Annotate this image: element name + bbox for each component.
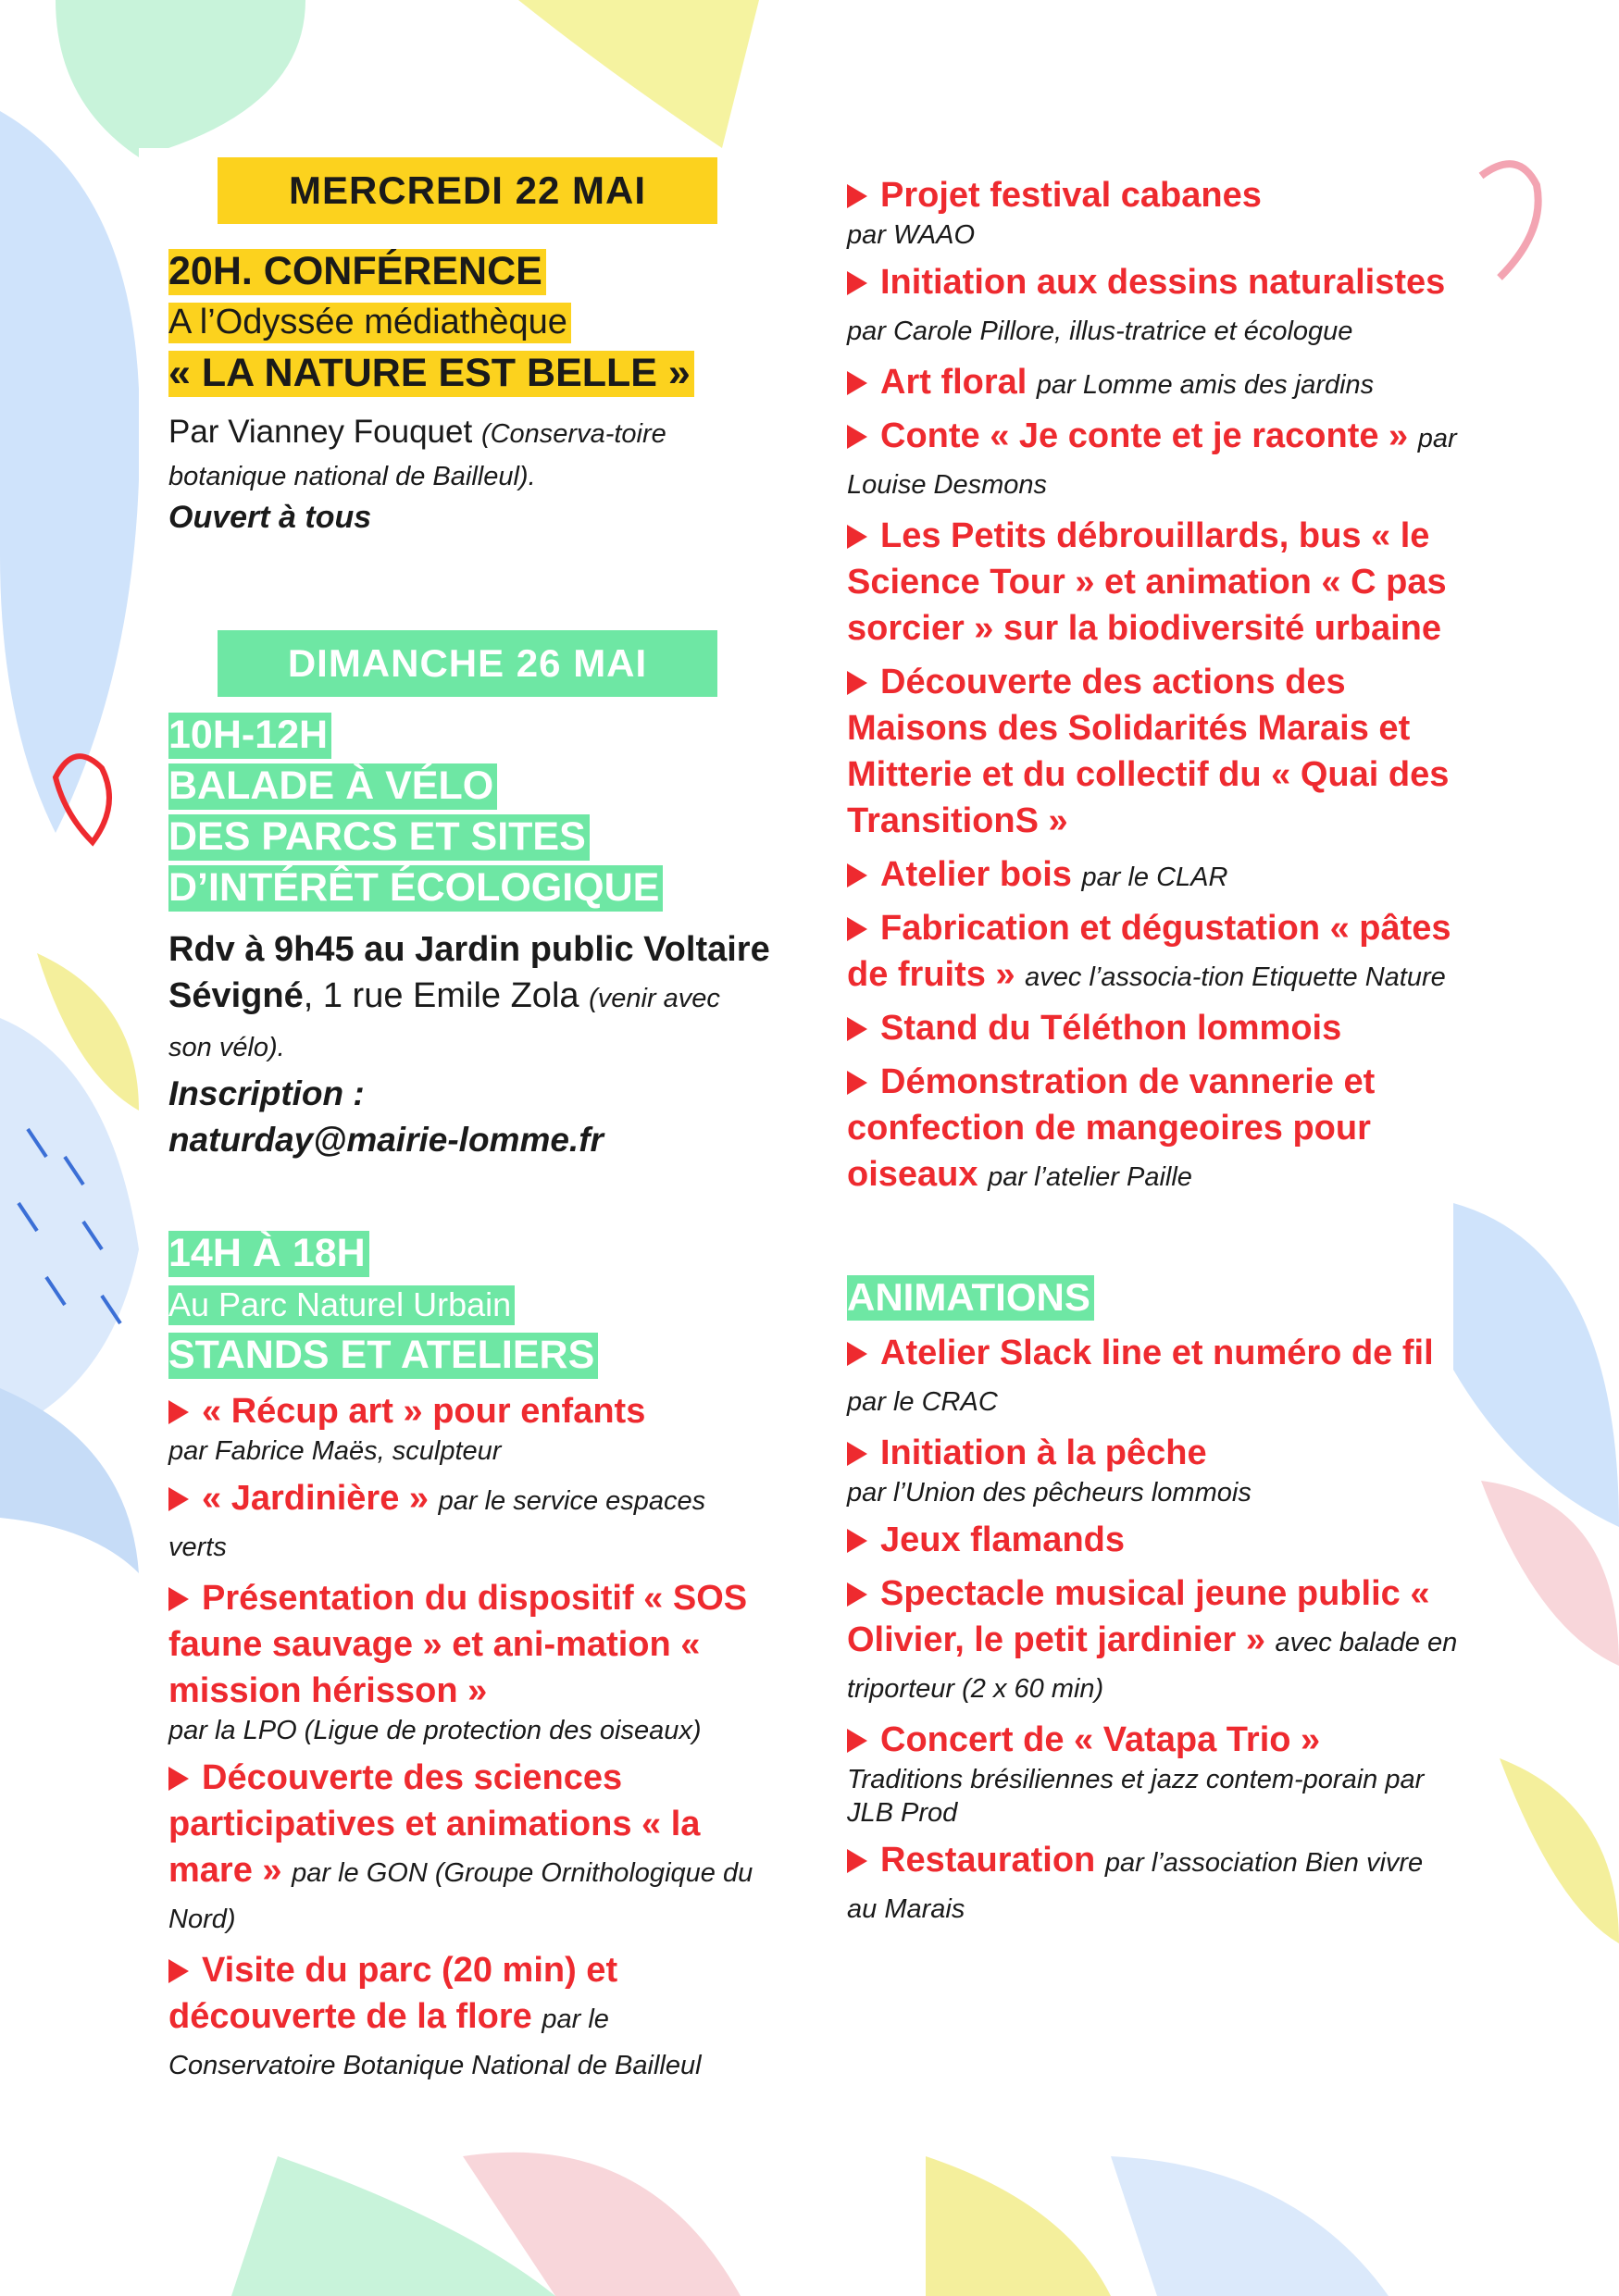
list-item: Projet festival cabanes par WAAO xyxy=(847,176,1262,250)
triangle-bullet-icon xyxy=(847,1017,867,1041)
list-item: Atelier bois par le CLAR xyxy=(847,851,1458,898)
list-item: « Jardinière » par le service espaces verts xyxy=(168,1479,706,1562)
triangle-bullet-icon xyxy=(847,425,867,449)
ride-time: 10H-12H xyxy=(168,710,770,761)
left-column xyxy=(168,157,770,2086)
list-item: Découverte des actions des Maisons des Solidarités Marais et Mitterie et du collectif du « Quai des TransitionS » xyxy=(847,663,1450,840)
triangle-bullet-icon xyxy=(847,1342,867,1366)
triangle-bullet-icon xyxy=(168,1400,189,1424)
stands-time: 14H À 18H xyxy=(168,1228,770,1279)
heart-right xyxy=(1481,164,1538,278)
ride-title-line3: D’INTÉRÊT ÉCOLOGIQUE xyxy=(168,863,770,913)
list-item: Atelier Slack line et numéro de fil par le CRAC xyxy=(847,1334,1434,1417)
left-item-list xyxy=(168,1388,770,2086)
list-item: « Récup art » pour enfants par Fabrice Maës, sculpteur xyxy=(168,1392,646,1466)
sunday-banner: DIMANCHE 26 MAI xyxy=(218,630,717,697)
triangle-bullet-icon xyxy=(847,525,867,549)
conference-open: Ouvert à tous xyxy=(168,500,372,535)
list-item: Découverte des sciences participatives et animations « la mare » par le GON (Groupe Ornithologique du Nord) xyxy=(168,1758,753,1934)
blue-leaf-left-3 xyxy=(0,1388,139,1573)
right-item-list xyxy=(847,172,1458,1198)
triangle-bullet-icon xyxy=(847,1529,867,1553)
triangle-bullet-icon xyxy=(847,1071,867,1095)
triangle-bullet-icon xyxy=(168,1959,189,1983)
triangle-bullet-icon xyxy=(847,1849,867,1873)
triangle-bullet-icon xyxy=(168,1487,189,1511)
yellow-leaf-right xyxy=(1500,1758,1619,1943)
conference-time: 20H. CONFÉRENCE xyxy=(168,246,770,297)
list-item: Fabrication et dégustation « pâtes de fruits » avec l’associa-tion Etiquette Nature xyxy=(847,909,1451,994)
mint-leaf-shape xyxy=(56,0,305,157)
animations-list xyxy=(847,1330,1458,1930)
stands-place: Au Parc Naturel Urbain xyxy=(168,1279,770,1330)
list-item: Concert de « Vatapa Trio » Traditions brésiliennes et jazz contem-porain par JLB Prod xyxy=(847,1720,1425,1828)
right-column xyxy=(847,172,1458,1930)
triangle-bullet-icon xyxy=(847,917,867,941)
list-item: Restauration par l’association Bien vivre au Marais xyxy=(847,1841,1424,1924)
triangle-bullet-icon xyxy=(847,1729,867,1753)
list-item: Initiation aux dessins naturalistes par Carole Pillore, illus-tratrice et écologue xyxy=(847,263,1446,346)
triangle-bullet-icon xyxy=(168,1767,189,1791)
triangle-bullet-icon xyxy=(847,371,867,395)
animations-title: ANIMATIONS xyxy=(847,1272,1458,1322)
list-item: Spectacle musical jeune public « Olivier, le petit jardinier » avec balade en triporteur (2 x 60 min) xyxy=(847,1574,1458,1704)
ride-inscription-label: Inscription : xyxy=(168,1074,365,1112)
conference-title: « LA NATURE EST BELLE » xyxy=(168,348,770,399)
stands-title: STANDS ET ATELIERS xyxy=(168,1330,770,1381)
list-item: Les Petits débrouillards, bus « le Science Tour » et animation « C pas sorcier » sur la biodiversité urbaine xyxy=(847,516,1447,648)
triangle-bullet-icon xyxy=(168,1587,189,1611)
list-item: Art floral par Lomme amis des jardins xyxy=(847,359,1458,405)
list-item: Présentation du dispositif « SOS faune sauvage » et ani-mation « mission hérisson » par la LPO (Ligue de protection des oiseaux) xyxy=(168,1579,748,1745)
list-item: Initiation à la pêche par l’Union des pêcheurs lommois xyxy=(847,1433,1252,1508)
blue-leaf-right xyxy=(1453,1203,1619,1527)
list-item: Démonstration de vannerie et confection de mangeoires pour oiseaux par l’atelier Paille xyxy=(847,1062,1376,1194)
triangle-bullet-icon xyxy=(847,671,867,695)
list-item: Jeux flamands xyxy=(847,1517,1458,1563)
yellow-leaf-bottom xyxy=(926,2156,1111,2296)
list-item: Stand du Téléthon lommois xyxy=(847,1005,1458,1051)
blue-leaf-bottom xyxy=(1111,2156,1389,2296)
blue-leaf-left xyxy=(0,111,140,833)
conference-speaker: Par Vianney Fouquet (Conserva-toire botanique national de Bailleul). xyxy=(168,414,666,491)
conference-place: A l’Odyssée médiathèque xyxy=(168,297,770,348)
ride-meeting: Rdv à 9h45 au Jardin public Voltaire Sévigné, 1 rue Emile Zola (venir avec son vélo). xyxy=(168,930,770,1062)
triangle-bullet-icon xyxy=(847,1582,867,1607)
triangle-bullet-icon xyxy=(847,1442,867,1466)
triangle-bullet-icon xyxy=(847,863,867,887)
triangle-bullet-icon xyxy=(847,271,867,295)
wednesday-banner: MERCREDI 22 MAI xyxy=(218,157,717,224)
ride-title-line2: DES PARCS ET SITES xyxy=(168,812,770,863)
yellow-leaf-shape xyxy=(518,0,759,148)
list-item: Visite du parc (20 min) et découverte de la flore par le Conservatoire Botanique National de Bailleul xyxy=(168,1951,702,2080)
triangle-bullet-icon xyxy=(847,184,867,208)
ride-title-line1: BALADE À VÉLO xyxy=(168,761,770,812)
ride-email[interactable]: naturday@mairie-lomme.fr xyxy=(168,1121,604,1159)
list-item: Conte « Je conte et je raconte » par Louise Desmons xyxy=(847,416,1457,500)
